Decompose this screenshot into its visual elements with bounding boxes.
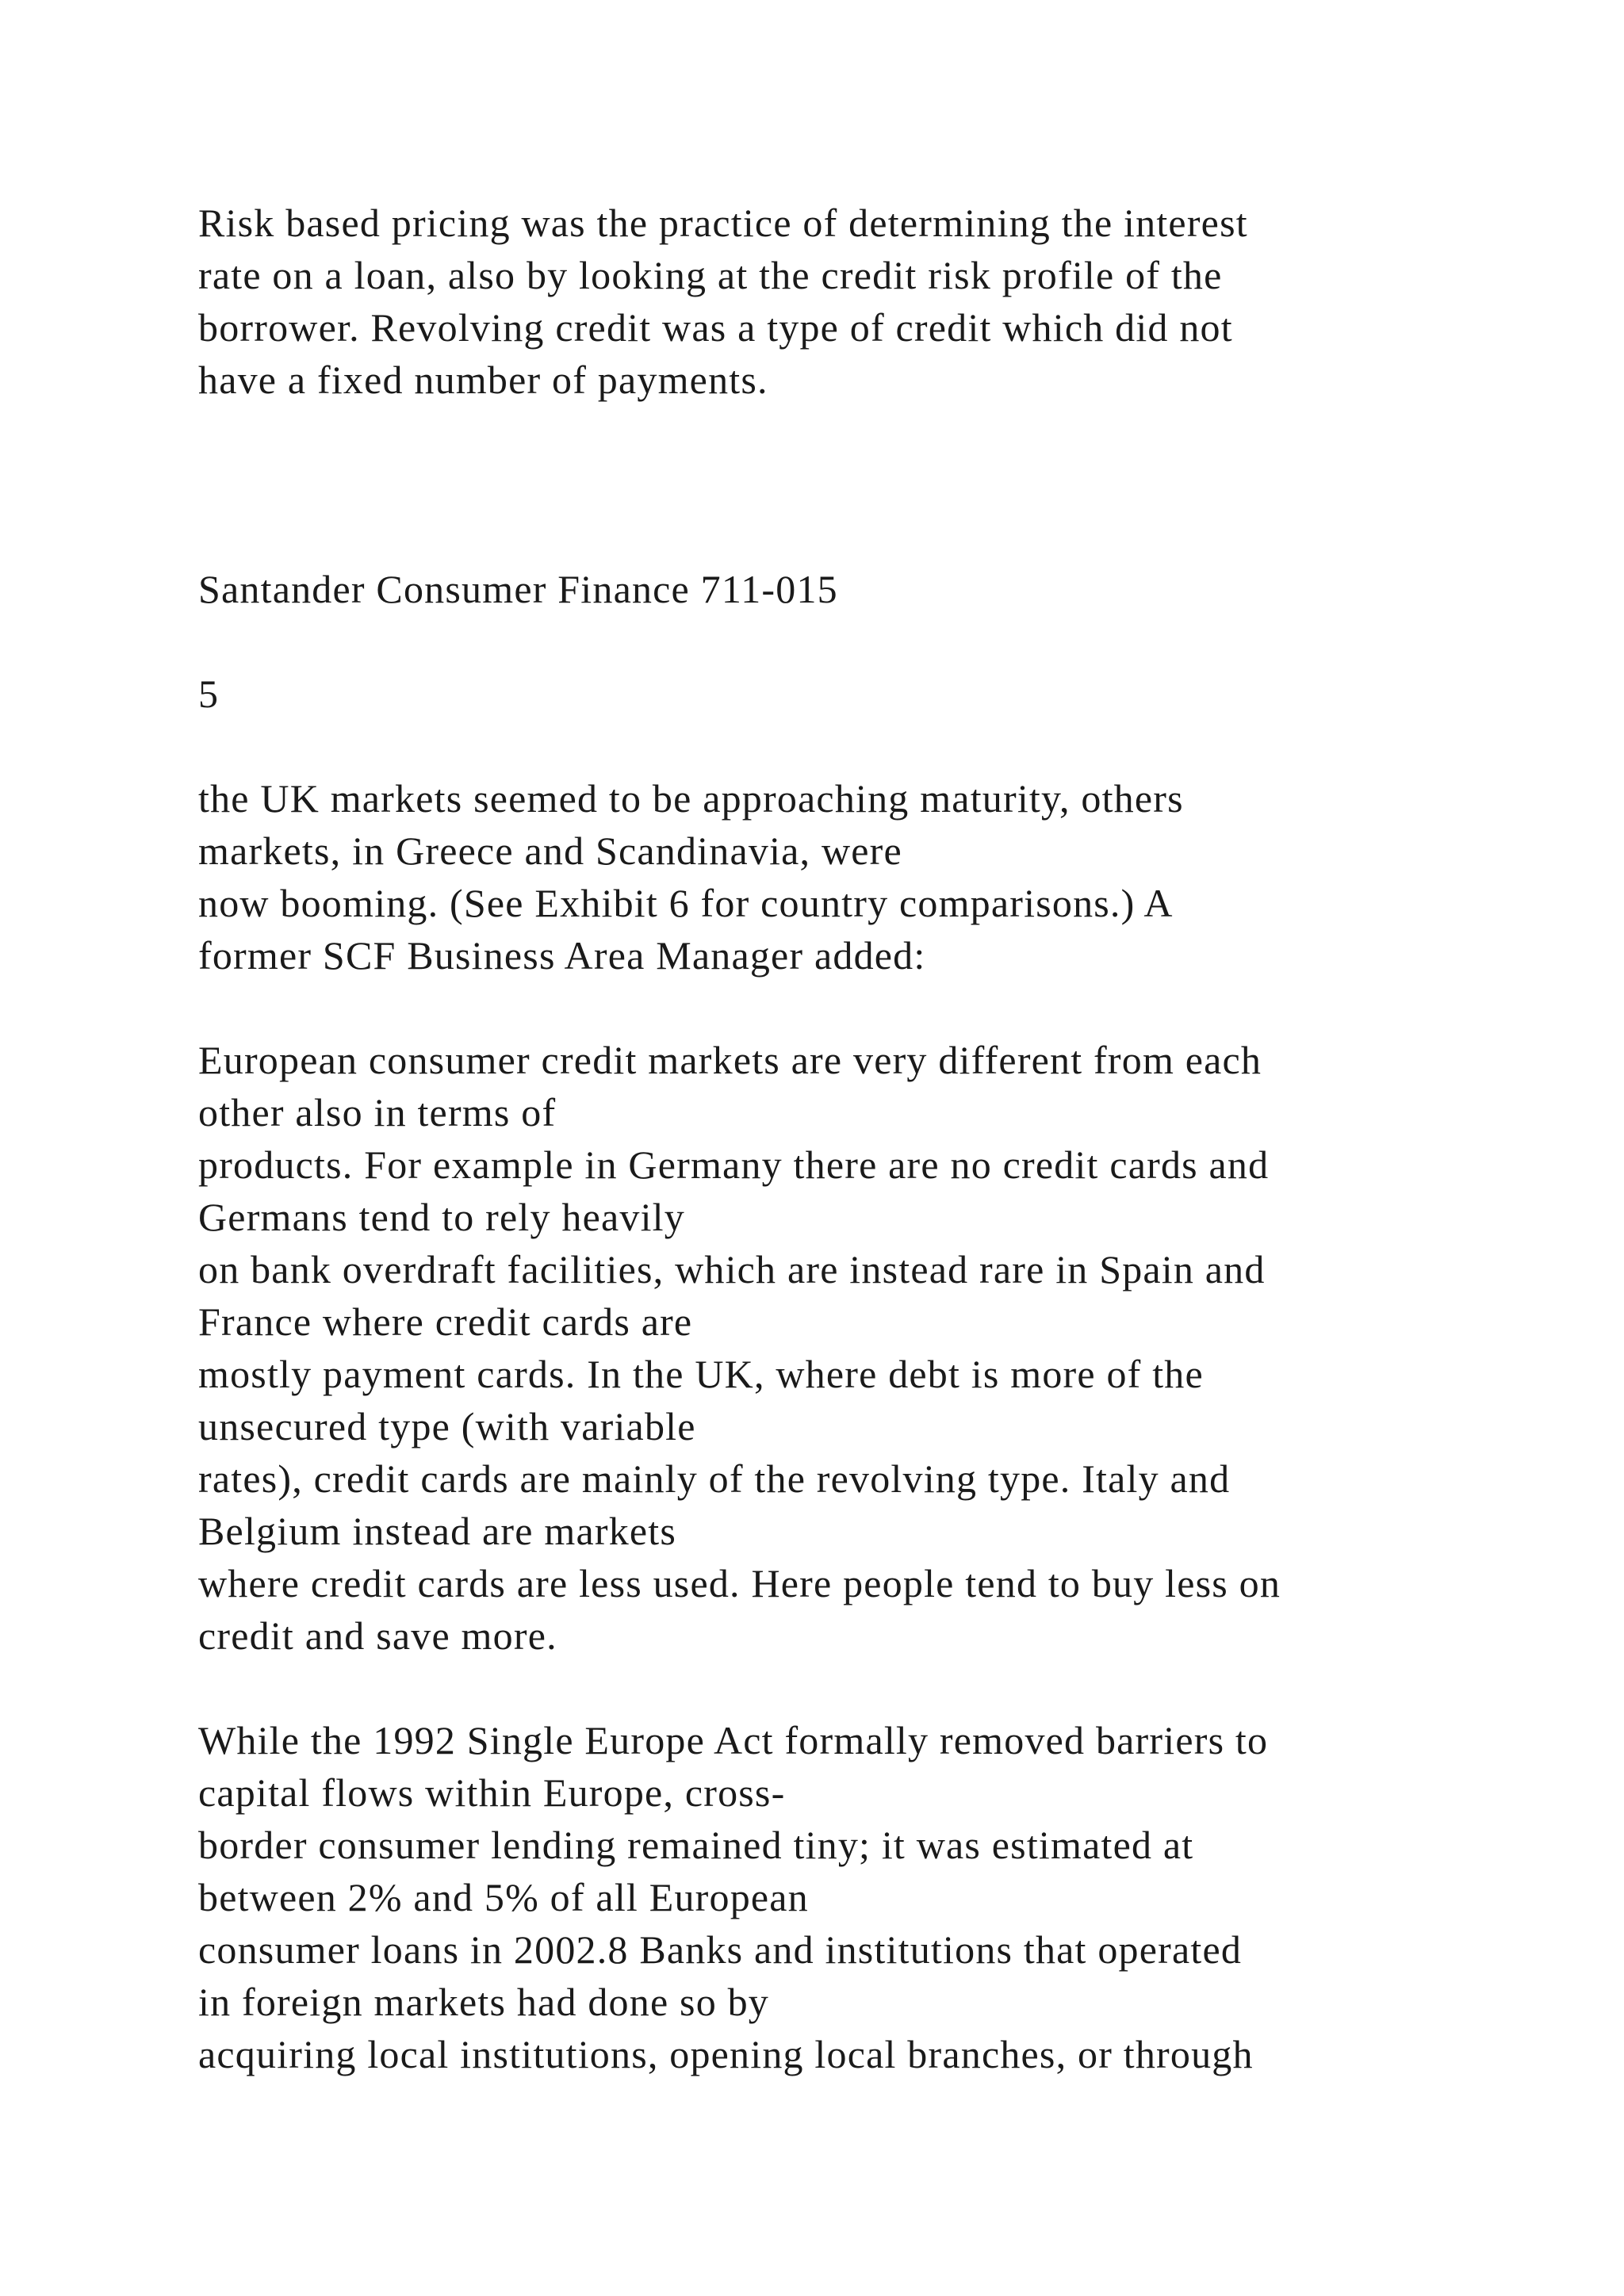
quote-line-2: other also in terms of bbox=[198, 1090, 557, 1135]
paragraph-3-line-7: acquiring local institutions, opening local branches, or through bbox=[198, 2032, 1254, 2076]
quote-line-1: European consumer credit markets are very different from each bbox=[198, 1038, 1262, 1082]
quote-line-3: products. For example in Germany there are no credit cards and bbox=[198, 1142, 1270, 1187]
quote-line-12: credit and save more. bbox=[198, 1613, 557, 1658]
paragraph-2-line-4: former SCF Business Area Manager added: bbox=[198, 933, 926, 978]
paragraph-3-line-5: consumer loans in 2002.8 Banks and institutions that operated bbox=[198, 1927, 1243, 1972]
quote-line-5: on bank overdraft facilities, which are instead rare in Spain and bbox=[198, 1247, 1266, 1292]
paragraph-3-line-3: border consumer lending remained tiny; it was estimated at bbox=[198, 1823, 1194, 1867]
paragraph-1-line-3: borrower. Revolving credit was a type of credit which did not bbox=[198, 305, 1233, 350]
paragraph-2-line-3: now booming. (See Exhibit 6 for country comparisons.) A bbox=[198, 881, 1174, 925]
paragraph-1-line-2: rate on a loan, also by looking at the credit risk profile of the bbox=[198, 253, 1223, 297]
page-number: 5 bbox=[198, 672, 220, 716]
document-header: Santander Consumer Finance 711-015 bbox=[198, 567, 838, 611]
paragraph-3-line-6: in foreign markets had done so by bbox=[198, 1980, 769, 2024]
paragraph-2-line-2: markets, in Greece and Scandinavia, were bbox=[198, 828, 902, 873]
paragraph-1-line-1: Risk based pricing was the practice of determining the interest bbox=[198, 201, 1248, 245]
quote-line-10: Belgium instead are markets bbox=[198, 1509, 677, 1553]
paragraph-2-line-1: the UK markets seemed to be approaching maturity, others bbox=[198, 776, 1184, 821]
quote-line-7: mostly payment cards. In the UK, where debt is more of the bbox=[198, 1352, 1204, 1396]
paragraph-3-line-1: While the 1992 Single Europe Act formally removed barriers to bbox=[198, 1718, 1269, 1762]
paragraph-3-line-2: capital flows within Europe, cross- bbox=[198, 1770, 786, 1815]
quote-line-8: unsecured type (with variable bbox=[198, 1404, 696, 1448]
paragraph-1-line-4: have a fixed number of payments. bbox=[198, 358, 768, 402]
quote-line-6: France where credit cards are bbox=[198, 1299, 693, 1344]
paragraph-3-line-4: between 2% and 5% of all European bbox=[198, 1875, 809, 1919]
quote-line-11: where credit cards are less used. Here people tend to buy less on bbox=[198, 1561, 1281, 1605]
quote-line-9: rates), credit cards are mainly of the revolving type. Italy and bbox=[198, 1456, 1231, 1501]
quote-line-4: Germans tend to rely heavily bbox=[198, 1195, 685, 1239]
